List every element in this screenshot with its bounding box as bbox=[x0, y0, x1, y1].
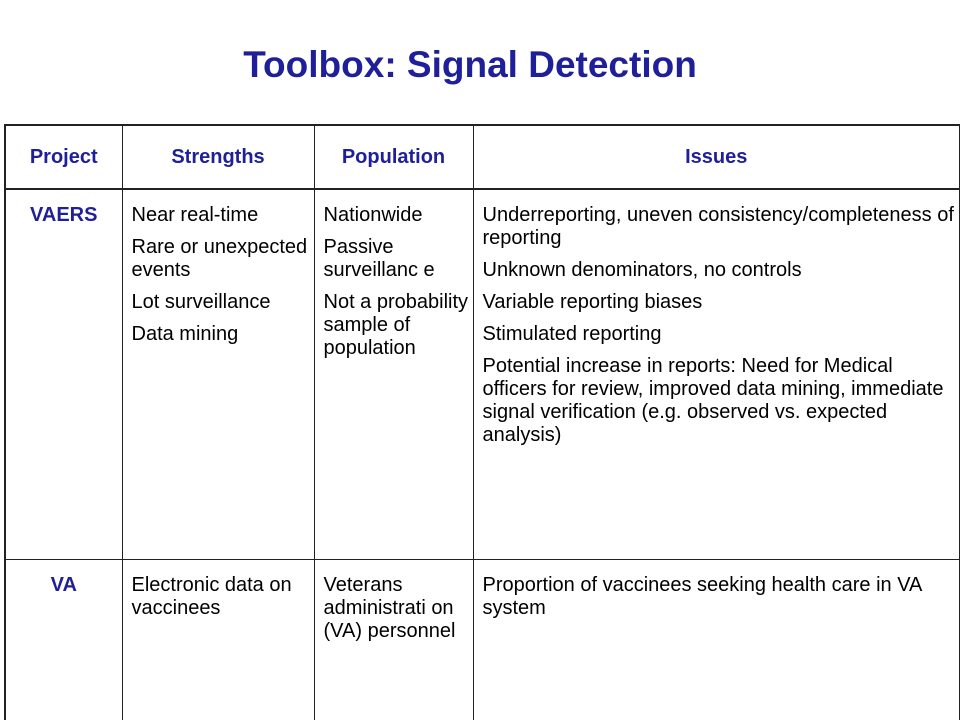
list-item: Veterans administrati on (VA) personnel bbox=[323, 574, 456, 642]
signal-detection-table bbox=[4, 124, 960, 720]
header-project: Project bbox=[5, 125, 122, 189]
header-strengths: Strengths bbox=[122, 125, 314, 189]
project-cell: VA bbox=[5, 560, 122, 720]
list-item: Near real-time bbox=[131, 204, 259, 226]
population-cell bbox=[314, 560, 473, 720]
list-item: Potential increase in reports: Need for Medical officers for review, improved data mining, immediate signal verification (e.g. observed vs. expected analysis) bbox=[482, 355, 944, 446]
list-item: Underreporting, uneven consistency/completeness of reporting bbox=[482, 204, 954, 249]
list-item: Unknown denominators, no controls bbox=[482, 259, 802, 281]
list-item: Proportion of vaccinees seeking health care in VA system bbox=[482, 574, 922, 619]
project-cell: VAERS bbox=[5, 189, 122, 560]
issues-cell bbox=[473, 560, 960, 720]
strengths-cell bbox=[122, 189, 314, 560]
slide-title: Toolbox: Signal Detection bbox=[243, 44, 697, 85]
table-row bbox=[5, 189, 960, 560]
table-row bbox=[5, 560, 960, 720]
strengths-cell bbox=[122, 560, 314, 720]
list-item: Passive surveillanc e bbox=[323, 236, 435, 281]
population-cell bbox=[314, 189, 473, 560]
header-population: Population bbox=[314, 125, 473, 189]
list-item: Lot surveillance bbox=[131, 291, 271, 313]
list-item: Not a probability sample of population bbox=[323, 291, 469, 359]
list-item: Stimulated reporting bbox=[482, 323, 662, 345]
list-item: Rare or unexpected events bbox=[131, 236, 308, 281]
issues-cell bbox=[473, 189, 960, 560]
table-header-row bbox=[5, 125, 960, 189]
list-item: Variable reporting biases bbox=[482, 291, 703, 313]
list-item: Data mining bbox=[131, 323, 239, 345]
list-item: Nationwide bbox=[323, 204, 423, 226]
header-issues: Issues bbox=[473, 125, 960, 189]
list-item: Electronic data on vaccinees bbox=[131, 574, 292, 619]
